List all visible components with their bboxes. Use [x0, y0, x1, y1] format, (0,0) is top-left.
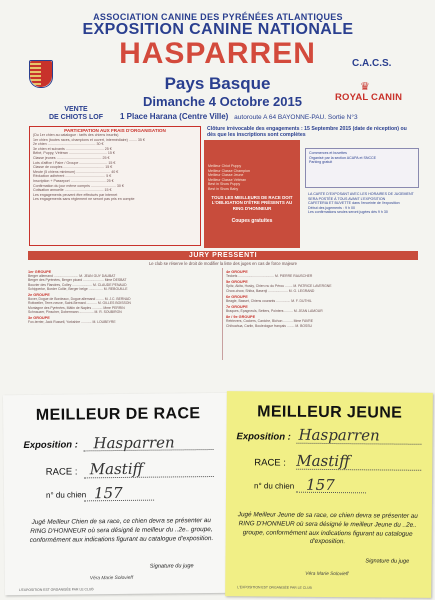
- jury-heading: JURY PRESSENTI: [28, 251, 418, 260]
- race-label: RACE :: [45, 466, 78, 478]
- cacs-badge: C.A.C.S.: [352, 58, 392, 69]
- ticket-title: MEILLEUR JEUNE: [257, 403, 403, 422]
- jury-subheading: Le club se réserve le droit de modifier la liste des juges en cas de force majeure: [148, 261, 298, 266]
- best-of-breed-ticket: [3, 393, 235, 595]
- prizes-footer: Coupes gratuites: [231, 218, 273, 225]
- jury-line: Chow-chow, Shiba, Basenji ..................... M. G. LEGRAND: [226, 288, 315, 293]
- best-junior-ticket: [225, 391, 433, 598]
- pricing-line: Lots d'affixe / Paire / Groupe ............................ 15 €: [33, 160, 116, 165]
- jury-group-heading: 2e GROUPE: [28, 293, 50, 298]
- ticket-instructions: Jugé Meilleur Jeune de sa race, ce chien devra se présenter au RING D'HONNEUR où sera désigné le meilleur Jeune du ..2e.. groupe, conformément aux indications figurant au catalogue d'exposition.: [237, 511, 418, 546]
- jury-line: Schnauzer, Pinscher, Dobermann ............... M. R. SOUBIRON: [28, 310, 122, 315]
- jury-line: Braques, Épagneuls, Setters, Pointers ......... M. JEAN LAMOUR: [226, 309, 323, 314]
- puppy-sale-banner: VENTE DE CHIOTS LOF: [48, 106, 104, 121]
- jury-line: Montagne des Pyrénées, Mâtin de Naples ........... Mme PERRIN: [28, 305, 125, 310]
- pricing-line: Cotisation annuelle ....................................... 15 €: [33, 188, 112, 193]
- judge-signature: Véra Marie Solovieff: [89, 575, 134, 582]
- pricing-box: [29, 126, 201, 246]
- info-line: Parking gratuit: [309, 160, 333, 165]
- info-line: Organisé par la section ACAPA et SNCCE: [309, 155, 377, 160]
- event-date: Dimanche 4 Octobre 2015: [143, 94, 302, 109]
- dog-number-label: n° du chien: [254, 481, 295, 491]
- signature-label: Signature du juge: [365, 558, 410, 565]
- info-box-schedule: [305, 190, 417, 248]
- info-line: CAFETERIA ET BUVETTE dans l'enceinte de l'exposition: [308, 201, 400, 206]
- jury-group-heading: 1er GROUPE: [28, 270, 52, 274]
- race-label: RACE :: [254, 457, 287, 469]
- pricing-heading: PARTICIPATION AUX FRAIS D'ORGANISATION: [64, 128, 166, 133]
- exposition-handwritten: Hasparren: [298, 425, 380, 445]
- ticket-footer: L'EXPOSITION EST ORGANISÉE PAR LE CLUB: [18, 587, 94, 593]
- ticket-footer: L'EXPOSITION EST ORGANISÉE PAR LE CLUB: [237, 585, 312, 590]
- pricing-line: 2e chien ................................................ 30 €: [33, 142, 104, 147]
- jury-line: Boxer, Dogue de Bordeaux, Dogue allemand ........ M. J.C. BERNAD: [28, 297, 131, 302]
- jury-line: Teckels ...................................... M. PIERRE RAUSCHER: [226, 274, 313, 278]
- judge-signature: Véra Marie Solovieff: [305, 571, 349, 578]
- pricing-line: Les engagements sans règlement ne seront pas pris en compte: [33, 197, 135, 202]
- info-line: Commerces et buvettes: [309, 151, 347, 155]
- jury-line: Berger allemand .......................... M. JEAN GUY DAUBAT: [28, 274, 116, 278]
- prizes-card: [204, 140, 300, 248]
- prize-lines: [204, 162, 300, 194]
- coat-of-arms-icon: [29, 60, 53, 88]
- signature-label: Signature du juge: [149, 563, 194, 570]
- jury-line: Schipperke, Border Collie, Berger belge ............... M. REBOUILLE: [28, 286, 128, 291]
- jury-group-heading: 7e GROUPE: [226, 305, 248, 310]
- pricing-line: (Du 1er chien au catalogue : tarifs des chiens inscrits): [33, 133, 119, 137]
- prize-line: Meilleur Classe Jeune: [208, 173, 244, 178]
- pricing-line: Classe jeunes ............................................. 25 €: [33, 155, 110, 160]
- pricing-line: Meute (5 chiens minimum) .................................. 40 €: [33, 169, 119, 174]
- pricing-line: Les engagements peuvent être effectués par internet: [33, 192, 118, 197]
- jury-list-left: [28, 268, 218, 358]
- pricing-line: Inscription + Passeport ................................... 25 €: [33, 178, 114, 183]
- info-box-services: [305, 148, 419, 188]
- pricing-line: Bébé, Puppy, Vétéran ...................................... 15 €: [33, 151, 115, 156]
- info-line: Début des jugements : 9 h 00: [308, 205, 355, 210]
- race-handwritten: Mastiff: [296, 451, 350, 471]
- race-handwritten: Mastiff: [89, 459, 144, 479]
- pricing-line: 3e chien et suivants ...................................... 25 €: [33, 146, 112, 151]
- prize-line: Meilleur Classe Vétéran: [208, 177, 247, 182]
- dog-number-handwritten: 157: [306, 475, 335, 495]
- exposition-title: EXPOSITION CANINE NATIONALE: [82, 21, 354, 38]
- association-name: ASSOCIATION CANINE DES PYRÉNÉES ATLANTIQUES: [93, 12, 343, 22]
- city-title: HASPARREN: [119, 37, 316, 70]
- jury-group-heading: 8e / 9e GROUPE: [226, 315, 256, 320]
- jury-line: Fox-terrier, Jack Russell, Yorkshire ........... M. LOUBEYRE: [28, 320, 116, 325]
- ticket-title: MEILLEUR DE RACE: [35, 405, 201, 424]
- jury-line: Spitz, Akita, Husky, Chien nu du Pérou ........ M. PATRICE LAVERGNE: [226, 284, 332, 289]
- jury-line: Retrievers, Cockers, Caniche, Bichon .......... Mme FAVRE: [226, 319, 313, 324]
- exposition-label: Exposition :: [23, 439, 78, 451]
- dog-number-handwritten: 157: [93, 483, 123, 503]
- info-line: Les confirmations seules seront jugées dès 9 h 30: [308, 210, 388, 215]
- jury-line: Bouvier des Flandres, Colley ..................... M. CLAUDE PENAUD: [28, 282, 127, 287]
- prizes-highlight: TOUS LES MEILLEURS DE RACE DOIT L'OBLIGATION D'ÊTRE PRÉSENTS AU RING D'HONNEUR: [211, 194, 293, 211]
- region-subtitle: Pays Basque: [164, 74, 271, 93]
- crown-icon: ♛: [360, 81, 370, 93]
- pricing-line: Confirmation du jour même compris ......................... 30 €: [33, 183, 124, 188]
- ticket-instructions: Jugé Meilleur Chien de sa race, ce chien devra se présenter au RING D'HONNEUR où sera désigné le meilleur du ..2e.. groupe, conformément aux indications figurant au catalogue d'exposition.: [29, 517, 214, 544]
- exposition-label: Exposition :: [236, 431, 291, 443]
- pricing-line: 1er chien (toutes races, champions et ouvert, intermédiaire) ........ 35 €: [33, 137, 145, 142]
- dog-number-label: n° du chien: [45, 490, 87, 500]
- jury-group-heading: 5e GROUPE: [226, 280, 248, 285]
- prize-line: Meilleur Chiot Puppy: [208, 164, 242, 168]
- sponsor-logo: ROYAL CANIN: [335, 92, 403, 103]
- prize-line: Meilleur Classe Champion: [208, 168, 250, 173]
- closing-date-notice: Clôture irrévocable des engagements : 15 Septembre 2015 (date de réception) ou dès que les inscriptions sont complètes: [207, 126, 407, 138]
- pricing-lines: [30, 133, 200, 202]
- info-line: LA CARTE D'EXPOSANT AVEC LES HORAIRES DE JUGEMENT SERA POSTÉE À TOUS AVANT L'EXPOSITION: [308, 192, 414, 201]
- jury-group-heading: 6e GROUPE: [226, 294, 248, 299]
- jury-line: Chihuahua, Carlin, Bouledogue français ........ M. BOSSU: [226, 323, 312, 328]
- prize-line: Best in Show Puppy: [208, 182, 241, 187]
- pricing-line: Réduction adhérent ........................................ 5 €: [33, 174, 112, 179]
- jury-line: Berger des Pyrénées, Berger picard ...................... Mme DESBAT: [28, 278, 127, 283]
- jury-line: Rottweiler, Terre-neuve, Saint-Bernard ........... M. GILLES BOISSON: [28, 301, 131, 306]
- jury-group-heading: 4e GROUPE: [226, 270, 248, 274]
- pricing-line: Classe de couples ......................................... 15 €: [33, 165, 113, 170]
- jury-list-right: [226, 268, 418, 358]
- exposition-handwritten: Hasparren: [93, 433, 175, 453]
- prize-line: Best in Show Baby: [208, 186, 239, 191]
- event-address: 1 Place Harana (Centre Ville) autoroute A 64 BAYONNE-PAU. Sortie N°3: [120, 112, 358, 121]
- jury-line: Beagle, Basset, Chiens courants ............... M. F. DUTHIL: [226, 298, 312, 303]
- jury-divider: [222, 268, 223, 360]
- jury-group-heading: 3e GROUPE: [28, 316, 50, 321]
